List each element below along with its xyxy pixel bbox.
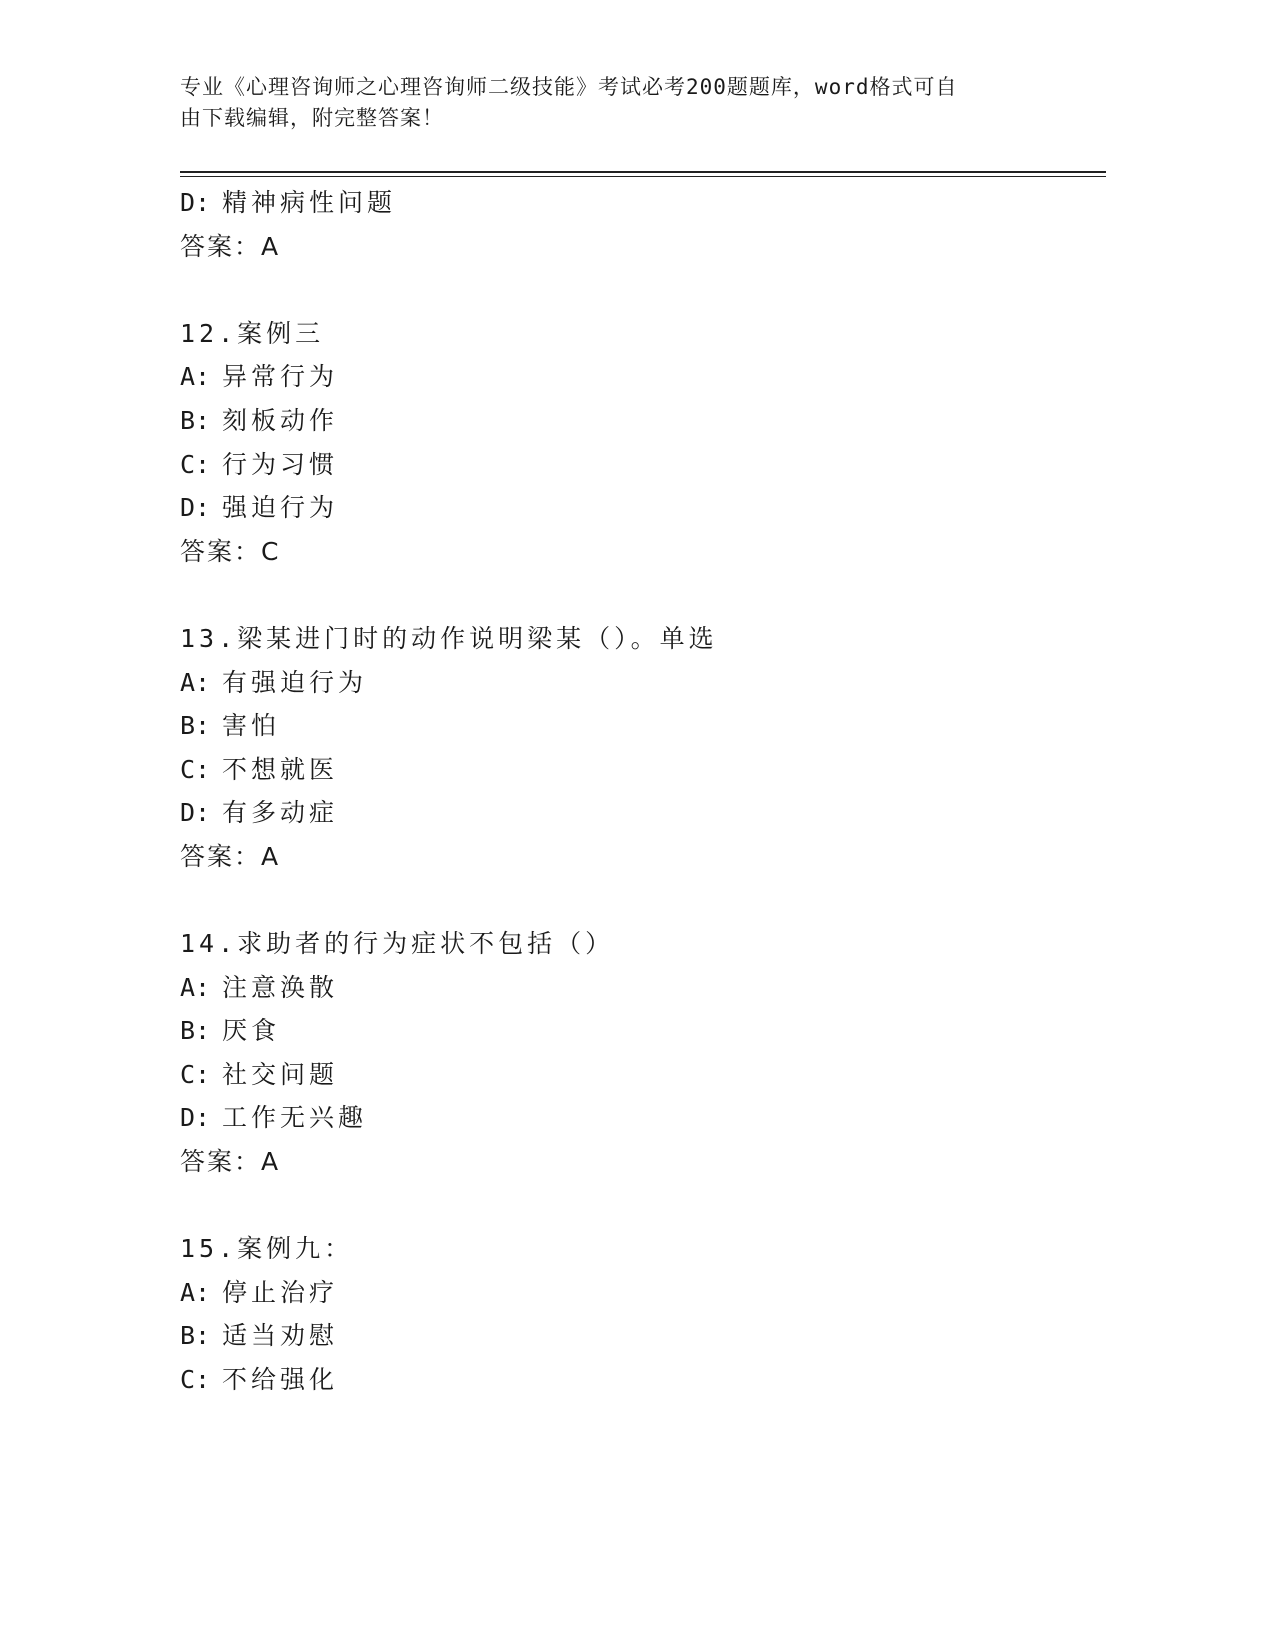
option-text: 害怕 [222,711,281,741]
option-text: 刻板动作 [222,405,339,435]
header-divider-thin [180,176,1106,177]
option-text: 不给强化 [222,1365,339,1395]
option-d [180,181,1106,225]
option-text: 注意涣散 [222,972,339,1002]
option-c [180,1358,1106,1402]
option-c [180,1053,1106,1097]
option-b [180,399,1106,443]
question-stem: 15.案例九： [180,1234,354,1264]
option-text: 停止治疗 [222,1277,339,1307]
option-text: 适当劝慰 [222,1321,339,1351]
spacer [180,573,1106,617]
option-letter: D: [180,1103,211,1133]
document-header [180,72,1030,134]
option-a [180,355,1106,399]
option-text: 行为习惯 [222,449,339,479]
header-divider-thick [180,171,1106,173]
question-stem: 13.梁某进门时的动作说明梁某（）。单选 [180,623,718,653]
option-letter: B: [180,711,211,741]
option-text: 社交问题 [222,1059,339,1089]
option-letter: C: [180,449,211,479]
option-d [180,486,1106,530]
option-text: 异常行为 [222,362,339,392]
option-text: 厌食 [222,1016,281,1046]
option-letter: A: [180,667,211,697]
option-a [180,966,1106,1010]
question-list [180,181,1106,1402]
spacer [180,879,1106,923]
question-15 [180,1227,1106,1401]
option-text: 强迫行为 [222,493,339,523]
answer-line: 答案：A [180,841,281,871]
option-text: 精神病性问题 [222,188,397,217]
option-b [180,1009,1106,1053]
spacer [180,268,1106,312]
option-a [180,1271,1106,1315]
spacer [180,1184,1106,1228]
option-a [180,661,1106,705]
option-letter: B: [180,1016,211,1046]
option-letter: C: [180,754,211,784]
question-12 [180,312,1106,574]
option-letter: D: [180,188,211,217]
option-letter: A: [180,1277,211,1307]
answer-line: 答案：A [180,1147,281,1177]
header-line-2: 由下载编辑，附完整答案！ [180,106,444,130]
option-d [180,791,1106,835]
option-letter: D: [180,493,211,523]
option-text: 有多动症 [222,798,339,828]
option-letter: C: [180,1365,211,1395]
option-b [180,1314,1106,1358]
option-text: 有强迫行为 [222,667,368,697]
question-14 [180,922,1106,1184]
option-letter: A: [180,972,211,1002]
question-stem: 12.案例三 [180,318,325,348]
option-text: 不想就医 [222,754,339,784]
option-letter: D: [180,798,211,828]
question-13 [180,617,1106,879]
question-stem: 14.求助者的行为症状不包括（） [180,929,615,959]
header-line-1: 专业《心理咨询师之心理咨询师二级技能》考试必考200题题库，word格式可自 [180,75,958,99]
option-c [180,748,1106,792]
question-11-continuation [180,181,1106,268]
answer-line: 答案：C [180,536,281,566]
option-d [180,1096,1106,1140]
option-b [180,704,1106,748]
option-c [180,443,1106,487]
option-text: 工作无兴趣 [222,1103,368,1133]
option-letter: B: [180,405,211,435]
answer-line: 答案：A [180,231,281,261]
option-letter: C: [180,1059,211,1089]
option-letter: B: [180,1321,211,1351]
option-letter: A: [180,362,211,392]
